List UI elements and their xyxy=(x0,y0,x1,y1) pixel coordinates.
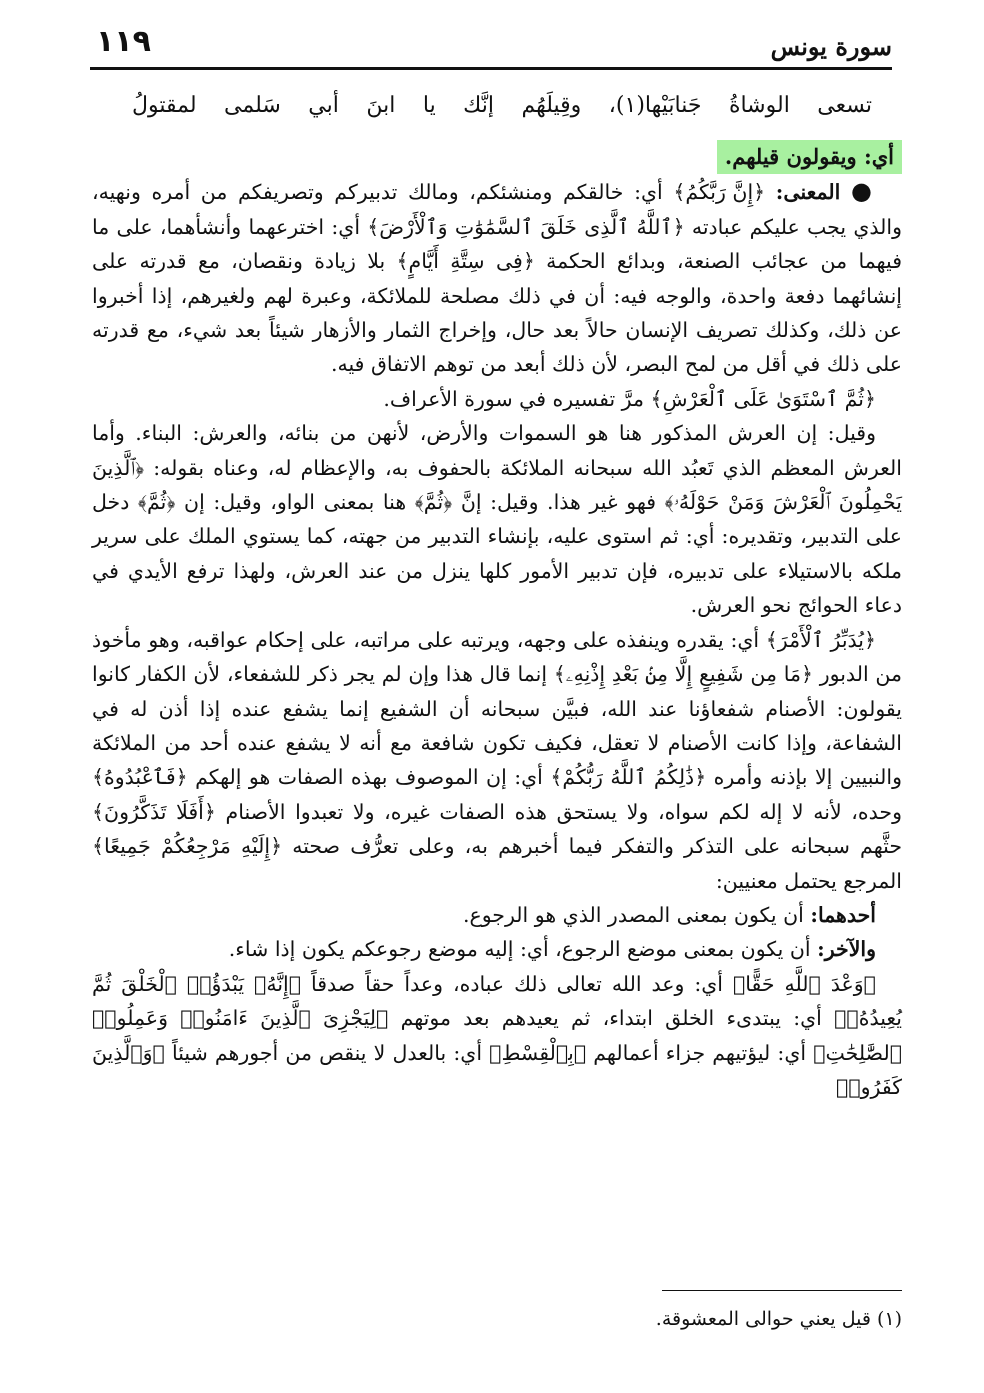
paragraph-istawa: ﴿ثُمَّ ٱسْتَوَىٰ عَلَى ٱلْعَرْشِ﴾ مرَّ تفسيره في سورة الأعراف. xyxy=(383,386,876,411)
paragraph-wad: ﴿وَعْدَ ٱللَّهِ حَقًّا﴾ أي: وعد الله تعالى ذلك عباده، وعداً حقاً صدقاً ﴿إِنَّهُۥ يَبْدَؤُا۟ ٱلْخَلْقَ ثُمَّ يُعِيدُهُۥ﴾ أي: يبتدىء الخلق ابتداء، ثم يعيدهم بعد موتهم ﴿لِيَجْزِىَ ٱلَّذِينَ ءَامَنُوا۟ وَعَمِلُوا۟ ٱلصَّٰلِحَٰتِ﴾ أي: ليؤتيهم جزاء أعمالهم ﴿بِٱلْقِسْطِ﴾ أي: بالعدل لا ينقص من أجورهم شيئاً ﴿وَٱلَّذِينَ كَفَرُوا۟ xyxy=(92,971,902,1099)
paragraph-yudabbir: ﴿يُدَبِّرُ ٱلْأَمْرَ﴾ أي: يقدره وينفذه على وجهه، ويرتبه على مراتبه، على إحكام عواقبه، وهو مأخوذ من الدبور ﴿مَا مِن شَفِيعٍ إِلَّا مِنۢ بَعْدِ إِذْنِهِۦ﴾ إنما قال هذا وإن لم يجر ذكر للشفعاء، لأن الكفار كانوا يقولون: الأصنام شفعاؤنا عند الله، فبيَّن سبحانه أن الشفيع إنما يشفع عنده إذا أذن له في الشفاعة، وإذا كانت الأصنام لا تعقل، فكيف تكون شافعة مع أنه لا يشفع عنده أحد من الملائكة والنبيين إلا بإذنه وأمره ﴿ذَٰلِكُمُ ٱللَّهُ رَبُّكُمْ﴾ أي: إن الموصوف بهذه الصفات هو إلهكم ﴿فَٱعْبُدُوهُ﴾ وحده، لأنه لا إله لكم سواه، ولا يستحق هذه الصفات غيره، ولا تعبدوا الأصنام ﴿أَفَلَا تَذَكَّرُونَ﴾ حثَّهم سبحانه على التذكر والتفكر فيما أخبرهم به، وعلى تعرُّف صحته ﴿إِلَيْهِ مَرْجِعُكُمْ جَمِيعًا﴾ المرجع يحتمل معنيين: xyxy=(92,627,903,893)
footnote: (١) قيل يعني حوالى المعشوقة. xyxy=(655,1308,902,1330)
item-text: أن يكون بمعنى موضع الرجوع، أي: إليه موضع رجوعكم يكون إذا شاء. xyxy=(228,937,811,962)
footnote-rule xyxy=(662,1290,902,1291)
header-rule xyxy=(90,67,892,70)
page-number: ١١٩ xyxy=(96,24,151,59)
item-label: أحدهما: xyxy=(810,902,876,927)
paragraph-arsh: وقيل: إن العرش المذكور هنا هو السموات والأرض، لأنهن من بنائه، والعرش: البناء. وأما العرش المعظم الذي تَعبُد الله سبحانه الملائكة بالحفوف به، والإعظام له، وعناه بقوله: ﴿ٱلَّذِينَ يَحْمِلُونَ ٱلْعَرْشَ وَمَنْ حَوْلَهُۥ﴾ فهو غير هذا. وقيل: إنَّ ﴿ثُمَّ﴾ هنا بمعنى الواو، وقيل: إن ﴿ثُمَّ﴾ دخل على التدبير، وتقديره: أي: ثم استوى عليه، بإنشاء التدبير من جهته، كما يستوي الملك على سرير ملكه بالاستيلاء على تدبيره، فإن تدبير الأمور كلها ينزل من عند العرش، ولهذا ترفع الأيدي في دعاء الحوائج نحو العرش. xyxy=(92,421,902,618)
bullet-icon: ● xyxy=(850,177,876,206)
paragraph-text: ﴿إِنَّ رَبَّكُمُ﴾ أي: خالقكم ومنشئكم، ومالك تدبيركم وتصريفكم من أمره ونهيه، والذي يجب عليكم عبادته ﴿ٱللَّهُ ٱلَّذِى خَلَقَ ٱلسَّمَٰوَٰتِ وَٱلْأَرْضَ﴾ أي: اخترعهما وأنشأهما، على ما فيهما من عجائب الصنعة، وبدائع الحكمة ﴿فِى سِتَّةِ أَيَّامٍ﴾ بلا زيادة ونقصان، مع قدرته على إنشائهما دفعة واحدة، والوجه فيه: أن في ذلك مصلحة للملائكة، وعبرة لهم ولغيرهم، إذا أخبروا عن ذلك، وكذلك تصريف الإنسان حالاً بعد حال، وإخراج الثمار والأزهار شيئاً بعد شيء، مع قدرته على ذلك في أقل من لمح البصر، لأن ذلك أبعد من توهم الاتفاق فيه. xyxy=(92,180,902,377)
surah-title: سورة يونس xyxy=(770,32,892,61)
poetry-verse: تسعى الوشاةُ جَنابَيْها(١)، وقِيلَهُم إنَّك يا ابنَ أبي سَلمى لمقتولُ xyxy=(132,93,872,118)
paragraph-meaning xyxy=(92,174,902,381)
list-item-first xyxy=(92,898,902,932)
meaning-label: المعنى: xyxy=(775,180,841,205)
list-item-second xyxy=(92,932,902,966)
page-body xyxy=(92,80,902,1104)
page-header xyxy=(90,18,892,68)
highlighted-text: أي: ويقولون قيلهم. xyxy=(717,140,902,174)
item-text: أن يكون بمعنى المصدر الذي هو الرجوع. xyxy=(462,902,804,927)
item-label: والآخر: xyxy=(817,937,876,962)
